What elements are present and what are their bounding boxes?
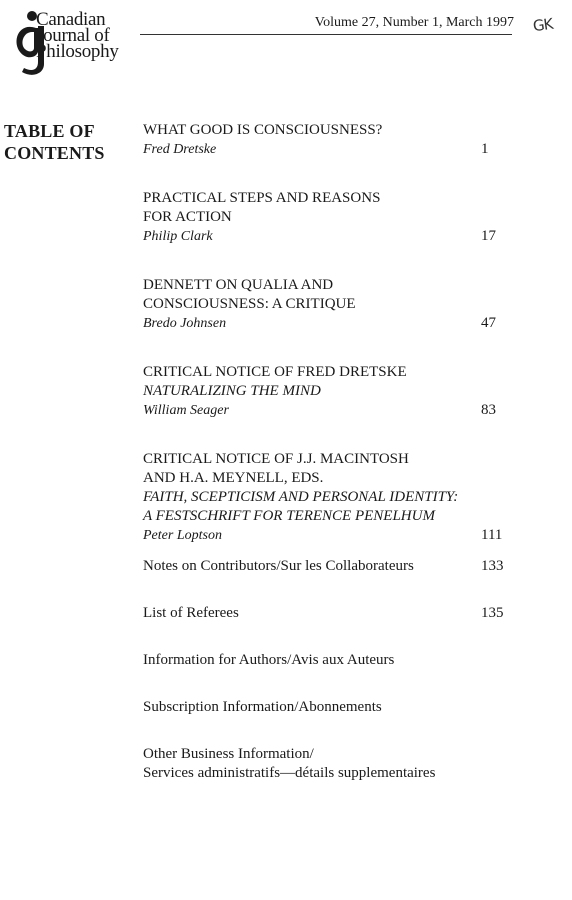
entry-title: DENNETT ON QUALIA AND (143, 277, 334, 293)
journal-name-line: Canadian (36, 9, 106, 30)
misc-entry-page-number (481, 698, 517, 745)
entry-author: Bredo Johnsen (143, 316, 227, 331)
misc-entry (143, 745, 517, 783)
entry-title: CRITICAL NOTICE OF J.J. MACINTOSH (143, 451, 409, 467)
entry-page-number: 47 (481, 315, 496, 331)
toc-heading (4, 120, 105, 164)
misc-entry-page-number: 133 (481, 558, 504, 574)
entry-author-row (143, 526, 517, 545)
misc-entry-label-line: Other Business Information/ (143, 746, 314, 762)
entry-author: Peter Loptson (143, 528, 222, 543)
misc-entry (143, 651, 517, 698)
toc-heading-line: TABLE OF (4, 121, 95, 141)
entry-author: William Seager (143, 403, 229, 418)
volume-info: Volume 27, Number 1, March 1997 (314, 15, 514, 30)
misc-entry-label-line: Services administratifs—détails supplementaires (143, 765, 436, 781)
entry-title: PRACTICAL STEPS AND REASONS (143, 190, 381, 206)
misc-entry (143, 698, 517, 745)
misc-entry-label: List of Referees (143, 605, 239, 621)
journal-name (36, 9, 119, 62)
entry-page-number: 1 (481, 141, 489, 157)
misc-entry-label: Notes on Contributors/Sur les Collaborateurs (143, 558, 414, 574)
entry-title-book: FAITH, SCEPTICISM AND PERSONAL IDENTITY: (143, 489, 459, 505)
journal-name-line: Journal of (36, 25, 110, 46)
toc-entry (143, 121, 517, 159)
journal-header (0, 0, 572, 80)
entry-title: CRITICAL NOTICE OF FRED DRETSKE (143, 364, 407, 380)
entry-author: Fred Dretske (143, 142, 217, 157)
entry-title: CONSCIOUSNESS: A CRITIQUE (143, 296, 356, 312)
toc-misc-sections (143, 557, 517, 783)
misc-entry-page-number: 135 (481, 605, 504, 621)
misc-entry-page-number (481, 745, 517, 783)
entry-author-row (143, 227, 517, 246)
entry-author-row (143, 401, 517, 420)
misc-entry-label (143, 745, 435, 783)
toc-entry (143, 276, 517, 333)
misc-entry (143, 604, 517, 651)
toc-entry (143, 363, 517, 420)
entry-page-number: 17 (481, 228, 496, 244)
misc-entry (143, 557, 517, 604)
header-rule (140, 34, 512, 35)
entry-title: WHAT GOOD IS CONSCIOUSNESS? (143, 122, 383, 138)
entry-author-row (143, 314, 517, 333)
entry-title: FOR ACTION (143, 209, 232, 225)
entry-title: AND H.A. MEYNELL, EDS. (143, 470, 324, 486)
toc-entry (143, 189, 517, 246)
entry-page-number: 111 (481, 527, 503, 543)
journal-name-line: Philosophy (36, 41, 119, 62)
toc-entries (143, 121, 517, 575)
entry-title-book: A FESTSCHRIFT FOR TERENCE PENELHUM (143, 508, 435, 524)
toc-heading-line: CONTENTS (4, 143, 105, 163)
entry-author: Philip Clark (143, 229, 213, 244)
handwritten-initials: GK (531, 14, 554, 36)
misc-entry-label: Information for Authors/Avis aux Auteurs (143, 652, 395, 668)
toc-entry (143, 450, 517, 545)
entry-title-book: NATURALIZING THE MIND (143, 383, 321, 399)
entry-author-row (143, 140, 517, 159)
misc-entry-label: Subscription Information/Abonnements (143, 699, 382, 715)
misc-entry-page-number (481, 651, 517, 698)
entry-page-number: 83 (481, 402, 496, 418)
